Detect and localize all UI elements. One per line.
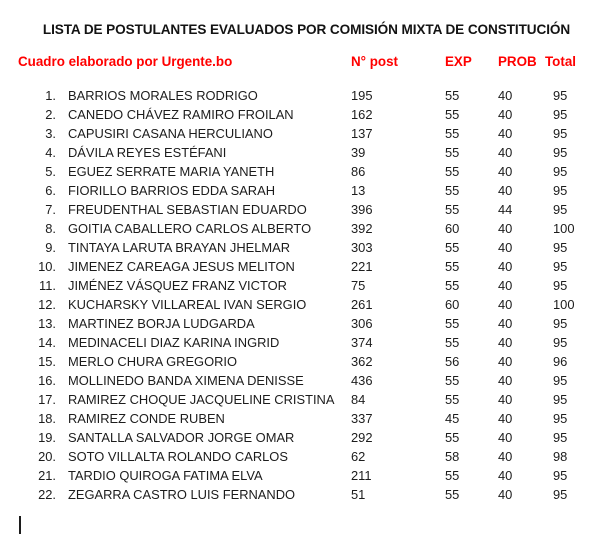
total-score: 95 xyxy=(553,411,568,426)
applicant-name: MERLO CHURA GREGORIO xyxy=(68,354,238,369)
post-number: 337 xyxy=(351,411,373,426)
exp-score: 55 xyxy=(445,468,460,483)
applicant-name: DÁVILA REYES ESTÉFANI xyxy=(68,145,227,160)
applicant-name: KUCHARSKY VILLAREAL IVAN SERGIO xyxy=(68,297,307,312)
exp-score: 55 xyxy=(445,240,460,255)
table-row xyxy=(0,105,613,124)
prob-score: 40 xyxy=(498,354,513,369)
post-number: 306 xyxy=(351,316,373,331)
row-number: 15. xyxy=(38,354,56,369)
applicant-name: MOLLINEDO BANDA XIMENA DENISSE xyxy=(68,373,304,388)
exp-score: 60 xyxy=(445,297,460,312)
total-score: 96 xyxy=(553,354,568,369)
post-number: 221 xyxy=(351,259,373,274)
row-number: 12. xyxy=(38,297,56,312)
exp-score: 55 xyxy=(445,259,460,274)
row-number: 2. xyxy=(45,107,56,122)
table-row xyxy=(0,181,613,200)
applicant-name: SOTO VILLALTA ROLANDO CARLOS xyxy=(68,449,288,464)
applicant-name: BARRIOS MORALES RODRIGO xyxy=(68,88,258,103)
exp-score: 55 xyxy=(445,183,460,198)
applicant-name: ZEGARRA CASTRO LUIS FERNANDO xyxy=(68,487,296,502)
applicant-name: FIORILLO BARRIOS EDDA SARAH xyxy=(68,183,276,198)
exp-score: 55 xyxy=(445,145,460,160)
column-header-prob: PROB xyxy=(498,54,537,69)
total-score: 95 xyxy=(553,259,568,274)
table-row xyxy=(0,295,613,314)
prob-score: 40 xyxy=(498,221,513,236)
exp-score: 55 xyxy=(445,487,460,502)
prob-score: 40 xyxy=(498,107,513,122)
total-score: 95 xyxy=(553,278,568,293)
prob-score: 40 xyxy=(498,335,513,350)
post-number: 51 xyxy=(351,487,366,502)
total-score: 95 xyxy=(553,202,568,217)
applicant-name: EGUEZ SERRATE MARIA YANETH xyxy=(68,164,275,179)
exp-score: 56 xyxy=(445,354,460,369)
post-number: 303 xyxy=(351,240,373,255)
exp-score: 45 xyxy=(445,411,460,426)
table-row xyxy=(0,352,613,371)
total-score: 98 xyxy=(553,449,568,464)
row-number: 5. xyxy=(45,164,56,179)
exp-score: 55 xyxy=(445,278,460,293)
row-number: 21. xyxy=(38,468,56,483)
prob-score: 40 xyxy=(498,278,513,293)
exp-score: 60 xyxy=(445,221,460,236)
total-score: 95 xyxy=(553,240,568,255)
table-row xyxy=(0,428,613,447)
total-score: 95 xyxy=(553,487,568,502)
row-number: 16. xyxy=(38,373,56,388)
applicant-name: GOITIA CABALLERO CARLOS ALBERTO xyxy=(68,221,312,236)
total-score: 95 xyxy=(553,430,568,445)
exp-score: 55 xyxy=(445,430,460,445)
applicant-name: MARTINEZ BORJA LUDGARDA xyxy=(68,316,255,331)
row-number: 6. xyxy=(45,183,56,198)
prob-score: 40 xyxy=(498,373,513,388)
row-number: 17. xyxy=(38,392,56,407)
row-number: 22. xyxy=(38,487,56,502)
prob-score: 40 xyxy=(498,259,513,274)
table-row xyxy=(0,257,613,276)
total-score: 95 xyxy=(553,373,568,388)
row-number: 13. xyxy=(38,316,56,331)
row-number: 8. xyxy=(45,221,56,236)
applicant-name: TINTAYA LARUTA BRAYAN JHELMAR xyxy=(68,240,291,255)
post-number: 261 xyxy=(351,297,373,312)
applicant-name: RAMIREZ CONDE RUBEN xyxy=(68,411,225,426)
table-row xyxy=(0,314,613,333)
table-row xyxy=(0,485,613,504)
applicant-name: CANEDO CHÁVEZ RAMIRO FROILAN xyxy=(68,107,294,122)
post-number: 75 xyxy=(351,278,366,293)
post-number: 392 xyxy=(351,221,373,236)
post-number: 162 xyxy=(351,107,373,122)
prob-score: 40 xyxy=(498,430,513,445)
row-number: 11. xyxy=(39,278,56,293)
total-score: 100 xyxy=(553,221,575,236)
exp-score: 55 xyxy=(445,392,460,407)
exp-score: 55 xyxy=(445,107,460,122)
source-attribution-label: Cuadro elaborado por Urgente.bo xyxy=(18,54,233,69)
total-score: 95 xyxy=(553,88,568,103)
prob-score: 40 xyxy=(498,392,513,407)
exp-score: 55 xyxy=(445,335,460,350)
prob-score: 40 xyxy=(498,468,513,483)
post-number: 13 xyxy=(351,183,366,198)
post-number: 292 xyxy=(351,430,373,445)
applicant-name: TARDIO QUIROGA FATIMA ELVA xyxy=(68,468,263,483)
exp-score: 55 xyxy=(445,202,460,217)
prob-score: 40 xyxy=(498,126,513,141)
table-row xyxy=(0,124,613,143)
row-number: 9. xyxy=(45,240,56,255)
post-number: 84 xyxy=(351,392,366,407)
applicant-name: FREUDENTHAL SEBASTIAN EDUARDO xyxy=(68,202,307,217)
row-number: 18. xyxy=(38,411,56,426)
row-number: 4. xyxy=(45,145,56,160)
prob-score: 40 xyxy=(498,183,513,198)
table-row xyxy=(0,390,613,409)
text-cursor xyxy=(19,516,21,534)
table-row xyxy=(0,371,613,390)
post-number: 39 xyxy=(351,145,366,160)
row-number: 19. xyxy=(38,430,56,445)
column-header-total: Total xyxy=(545,54,576,69)
exp-score: 55 xyxy=(445,126,460,141)
exp-score: 55 xyxy=(445,373,460,388)
row-number: 10. xyxy=(38,259,56,274)
total-score: 95 xyxy=(553,316,568,331)
applicant-name: CAPUSIRI CASANA HERCULIANO xyxy=(68,126,273,141)
post-number: 137 xyxy=(351,126,373,141)
prob-score: 40 xyxy=(498,164,513,179)
table-row xyxy=(0,333,613,352)
exp-score: 55 xyxy=(445,88,460,103)
table-row xyxy=(0,238,613,257)
post-number: 62 xyxy=(351,449,366,464)
table-row xyxy=(0,276,613,295)
post-number: 86 xyxy=(351,164,366,179)
table-row xyxy=(0,162,613,181)
table-header-row xyxy=(0,53,613,70)
total-score: 95 xyxy=(553,183,568,198)
prob-score: 40 xyxy=(498,297,513,312)
prob-score: 40 xyxy=(498,487,513,502)
row-number: 7. xyxy=(45,202,56,217)
prob-score: 44 xyxy=(498,202,513,217)
prob-score: 40 xyxy=(498,449,513,464)
total-score: 95 xyxy=(553,145,568,160)
total-score: 95 xyxy=(553,107,568,122)
prob-score: 40 xyxy=(498,145,513,160)
prob-score: 40 xyxy=(498,411,513,426)
row-number: 14. xyxy=(38,335,56,350)
post-number: 374 xyxy=(351,335,373,350)
total-score: 95 xyxy=(553,335,568,350)
row-number: 3. xyxy=(45,126,56,141)
post-number: 195 xyxy=(351,88,373,103)
applicant-list xyxy=(0,86,613,504)
total-score: 95 xyxy=(553,126,568,141)
applicant-name: JIMÉNEZ VÁSQUEZ FRANZ VICTOR xyxy=(68,278,287,293)
prob-score: 40 xyxy=(498,316,513,331)
exp-score: 55 xyxy=(445,164,460,179)
total-score: 95 xyxy=(553,164,568,179)
prob-score: 40 xyxy=(498,88,513,103)
total-score: 95 xyxy=(553,392,568,407)
applicant-name: RAMIREZ CHOQUE JACQUELINE CRISTINA xyxy=(68,392,335,407)
post-number: 362 xyxy=(351,354,373,369)
post-number: 211 xyxy=(351,468,372,483)
total-score: 100 xyxy=(553,297,575,312)
row-number: 20. xyxy=(38,449,56,464)
exp-score: 58 xyxy=(445,449,460,464)
page-title: LISTA DE POSTULANTES EVALUADOS POR COMISIÓN MIXTA DE CONSTITUCIÓN xyxy=(42,22,571,37)
exp-score: 55 xyxy=(445,316,460,331)
table-row xyxy=(0,447,613,466)
row-number: 1. xyxy=(45,88,56,103)
prob-score: 40 xyxy=(498,240,513,255)
table-row xyxy=(0,219,613,238)
column-header-exp: EXP xyxy=(445,54,472,69)
table-row xyxy=(0,409,613,428)
applicant-name: JIMENEZ CAREAGA JESUS MELITON xyxy=(68,259,295,274)
applicant-name: SANTALLA SALVADOR JORGE OMAR xyxy=(68,430,295,445)
post-number: 396 xyxy=(351,202,373,217)
applicant-name: MEDINACELI DIAZ KARINA INGRID xyxy=(68,335,280,350)
table-row xyxy=(0,466,613,485)
post-number: 436 xyxy=(351,373,373,388)
total-score: 95 xyxy=(553,468,568,483)
column-header-post-number: N° post xyxy=(351,54,399,69)
table-row xyxy=(0,143,613,162)
table-row xyxy=(0,200,613,219)
table-row xyxy=(0,86,613,105)
